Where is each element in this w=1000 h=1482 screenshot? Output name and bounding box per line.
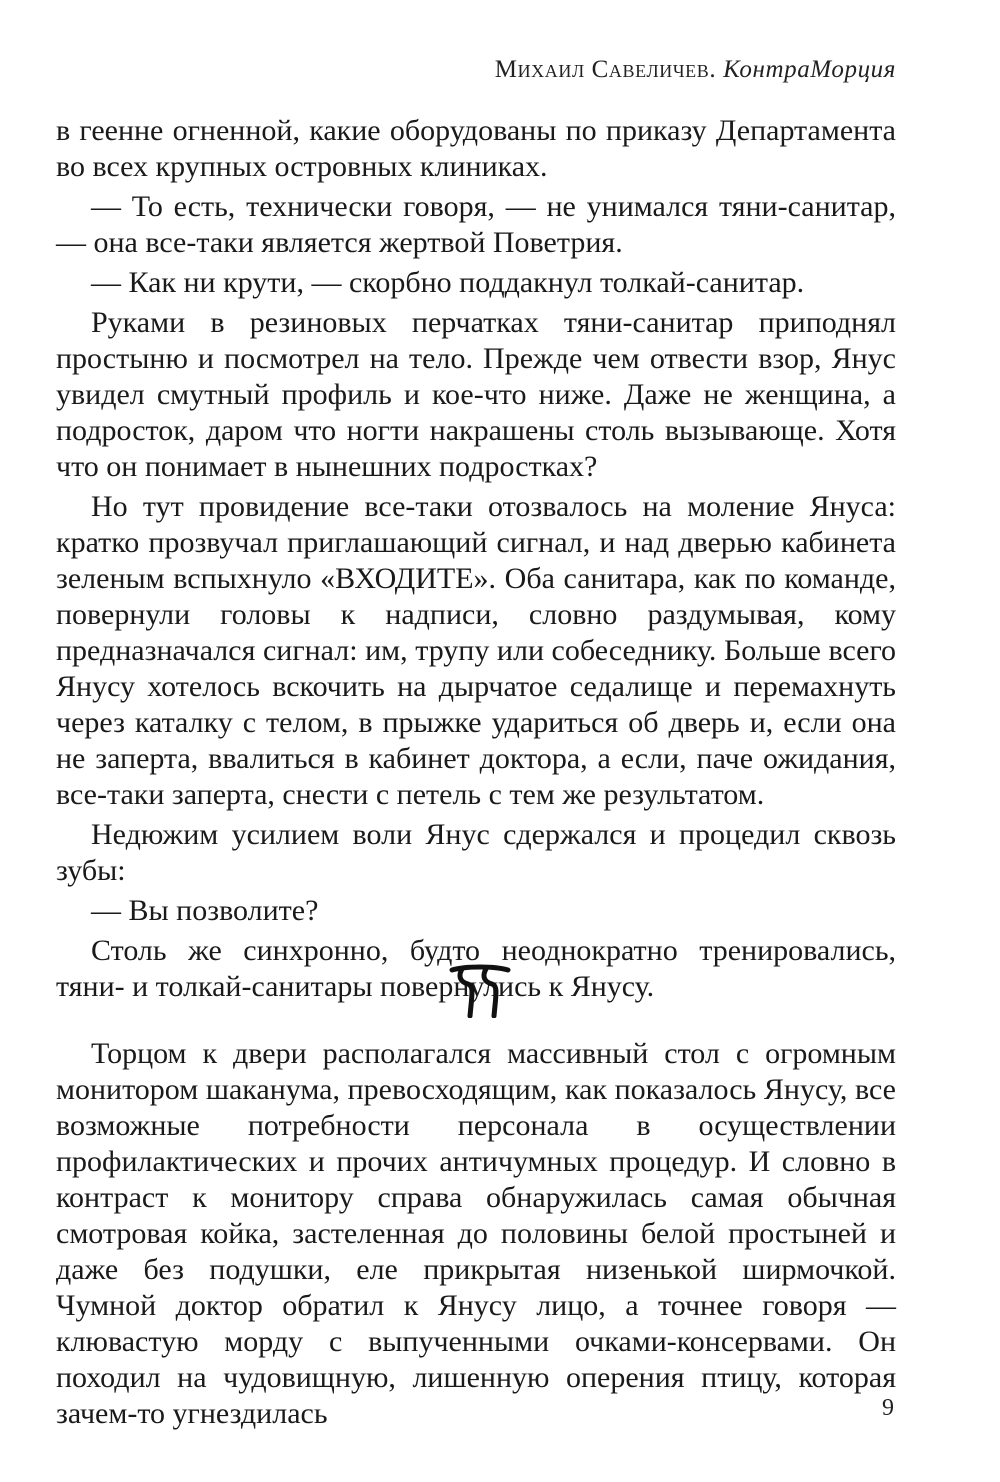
paragraph: Руками в резиновых перчатках тяни-санитар приподнял простыню и посмотрел на тело. Прежде чем отвести взор, Янус увидел смутный профиль и кое-что ниже. Даже не женщина, а подросток, даром что ногти накрашены столь вызывающе. Хотя что он понимает в нынешних подростках? bbox=[56, 306, 896, 483]
paragraph: Торцом к двери располагался массивный стол с огромным монитором шаканума, превосходящим, как показалось Янусу, все возможные потребности персонала в осуществлении профилактических и прочих античумных процедур. И словно в контраст к монитору справа обнаружилась самая обычная смотровая койка, застеленная до половины белой простыней и даже без подушки, еле прикрытая низенькой ширмочкой. Чумной доктор обратил к Янусу лицо, а точнее говоря — клювастую морду с выпученными очками-консервами. Он походил на чудовищную, лишенную оперения птицу, которая зачем-то угнездилась bbox=[56, 1037, 896, 1430]
body-text-bottom bbox=[56, 1036, 896, 1432]
paragraph: — Вы позволите? bbox=[91, 894, 319, 927]
running-header bbox=[495, 56, 896, 84]
paragraph: в геенне огненной, какие оборудованы по приказу Департамента во всех крупных островных клиниках. bbox=[56, 114, 896, 183]
paragraph: Столь же синхронно, будто неоднократно тренировались, тяни- и толкай-санитары повернулись к Янусу. bbox=[56, 934, 896, 1003]
paragraph: — То есть, технически говоря, — не унимался тяни-санитар, — она все-таки является жертвой Поветрия. bbox=[56, 190, 896, 259]
header-title: КонтраМорция bbox=[723, 56, 896, 83]
paragraph: Но тут провидение все-таки отозвалось на моление Януса: кратко прозвучал приглашающий сигнал, и над дверью кабинета зеленым вспыхнуло «ВХОДИТЕ». Оба санитара, как по команде, повернули головы к надписи, словно раздумывая, кому предназначался сигнал: им, трупу или собеседнику. Больше всего Янусу хотелось вскочить на дырчатое седалище и перемахнуть через каталку с телом, в прыжке удариться об дверь и, если она не заперта, ввалиться в кабинет доктора, а если, паче ожидания, все-таки заперта, снести с петель с тем же результатом. bbox=[56, 490, 896, 811]
header-author: Михаил Савеличев. bbox=[494, 56, 717, 83]
section-divider-glyph-icon bbox=[448, 964, 512, 1018]
paragraph: Недюжим усилием воли Янус сдержался и процедил сквозь зубы: bbox=[56, 818, 896, 887]
page-number: 9 bbox=[882, 1395, 894, 1421]
paragraph: — Как ни крути, — скорбно поддакнул толкай-санитар. bbox=[91, 266, 805, 299]
body-text-top bbox=[56, 113, 896, 1009]
